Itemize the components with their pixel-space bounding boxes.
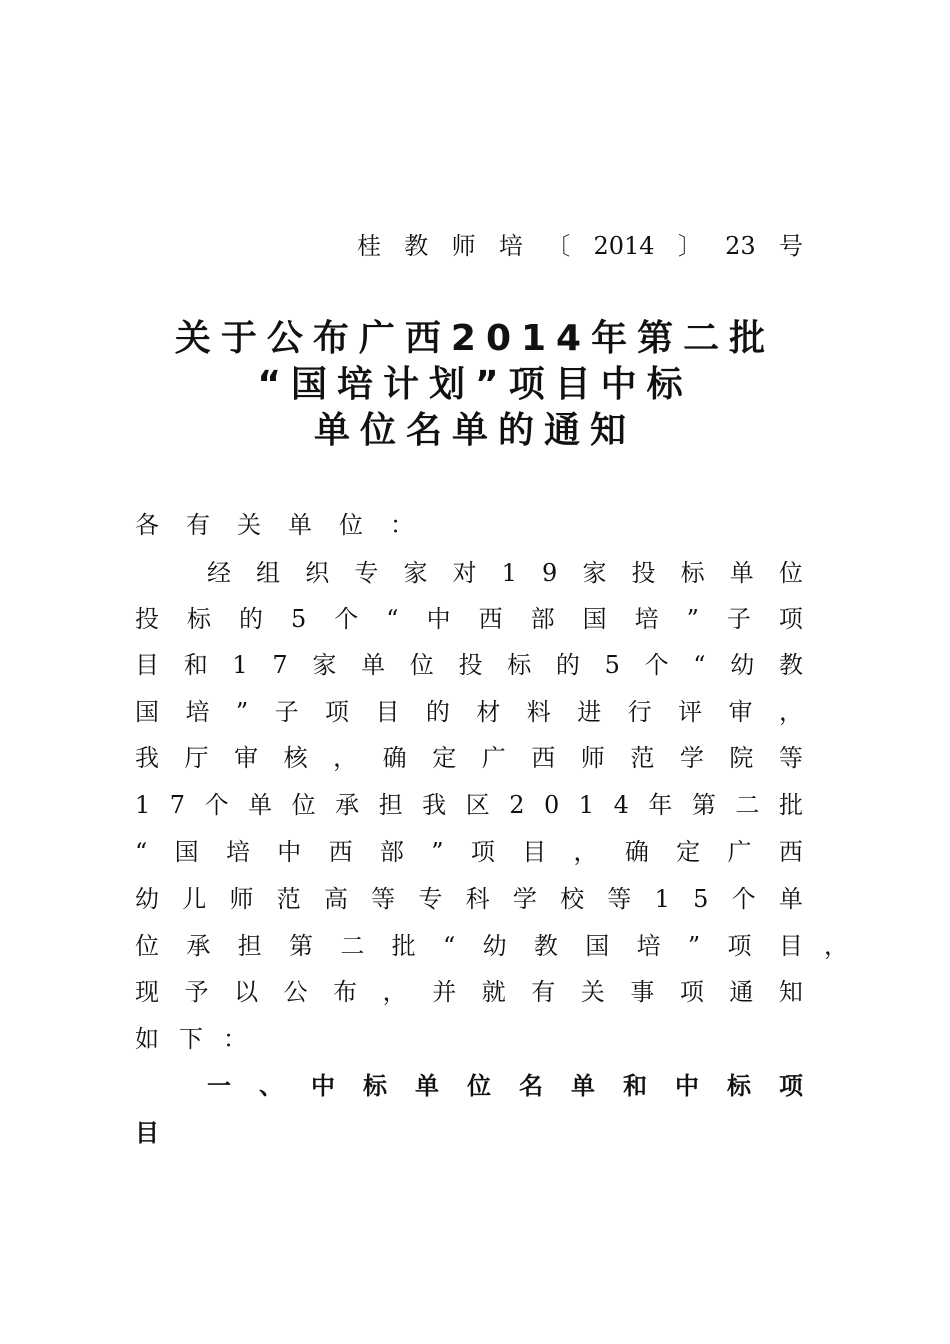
paragraph-line: 目 和 1 7 家 单 位 投 标 的 5 个 “ 幼 教 <box>135 651 803 679</box>
title-line: “国培计划”项目中标 <box>257 364 693 405</box>
paragraph-line: “ 国 培 中 西 部 ” 项 目 ， 确 定 广 西 <box>135 838 803 866</box>
doc-number-part: 2014 <box>593 232 655 260</box>
doc-number-part: 教 <box>404 232 429 260</box>
paragraph-line: 位 承 担 第 二 批 “ 幼 教 国 培 ” 项 目 <box>135 932 803 960</box>
title-line: 单位名单的通知 <box>313 410 636 451</box>
doc-number-part: 桂 <box>357 232 381 260</box>
document-number <box>357 228 803 264</box>
doc-number-part: 号 <box>779 232 803 260</box>
paragraph-line: 投 标 的 5 个 “ 中 西 部 国 培 ” 子 项 <box>135 605 803 633</box>
doc-number-part: 〔 <box>546 232 571 260</box>
paragraph-line: 如下： <box>135 1025 267 1053</box>
doc-number-part: 23 <box>725 232 756 260</box>
paragraph-line: 我 厅 审 核 ， 确 定 广 西 师 范 学 院 等 <box>135 744 803 772</box>
section-heading-continued: 目 <box>135 1119 179 1147</box>
overflow-comma: ， <box>824 932 848 960</box>
doc-number-part: 培 <box>498 232 523 260</box>
paragraph-line: 幼 儿 师 范 高 等 专 科 学 校 等 1 5 个 单 <box>135 885 803 913</box>
document-title <box>150 316 800 454</box>
title-line: 关于公布广西2014年第二批 <box>174 318 776 359</box>
doc-number-part: 〕 <box>677 232 702 260</box>
paragraph-line: 国 培 ” 子 项 目 的 材 料 进 行 评 审 ， <box>135 698 803 726</box>
paragraph-line: 现 予 以 公 布 ， 并 就 有 关 事 项 通 知 <box>135 978 803 1006</box>
paragraph-line: 1 7 个 单 位 承 担 我 区 2 0 1 4 年 第 二 批 <box>135 791 803 819</box>
salutation: 各有关单位： <box>135 511 441 539</box>
section-heading: 一 、 中 标 单 位 名 单 和 中 标 项 <box>207 1072 803 1100</box>
doc-number-part: 师 <box>451 232 476 260</box>
paragraph-line: 经 组 织 专 家 对 1 9 家 投 标 单 位 <box>207 559 803 587</box>
